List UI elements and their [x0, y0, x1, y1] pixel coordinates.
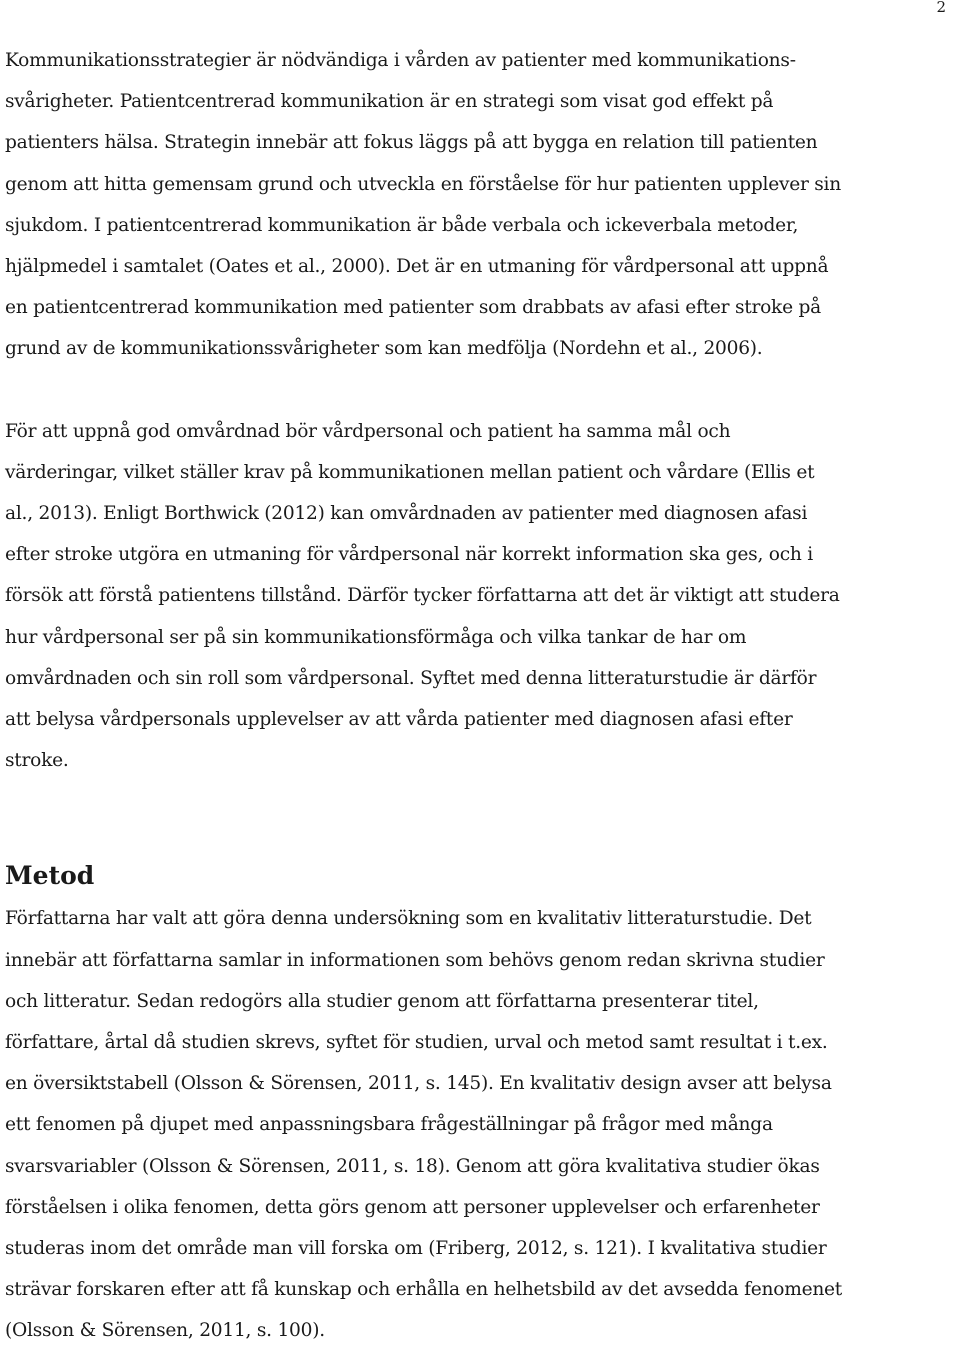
text-line: författare, årtal då studien skrevs, syftet för studien, urval och metod samt resultat i t.ex.	[5, 1032, 828, 1054]
text-line: studeras inom det område man vill forska om (Friberg, 2012, s. 121). I kvalitativa studier	[5, 1238, 827, 1260]
text-line: genom att hitta gemensam grund och utveckla en förståelse för hur patienten upplever sin	[5, 173, 841, 195]
text-line: (Olsson & Sörensen, 2011, s. 100).	[5, 1320, 325, 1342]
text-line: Författarna har valt att göra denna undersökning som en kvalitativ litteraturstudie. Det	[5, 908, 812, 930]
section-heading-metod: Metod	[5, 861, 95, 891]
text-line: svårigheter. Patientcentrerad kommunikation är en strategi som visat god effekt på	[5, 91, 774, 113]
text-line: att belysa vårdpersonals upplevelser av att vårda patienter med diagnosen afasi efter	[5, 709, 793, 731]
text-line: Kommunikationsstrategier är nödvändiga i vården av patienter med kommunikations-	[5, 50, 796, 71]
document-body	[5, 40, 957, 1352]
text-line: innebär att författarna samlar in informationen som behövs genom redan skrivna studier	[5, 949, 825, 971]
text-line: patienters hälsa. Strategin innebär att fokus läggs på att bygga en relation till patienten	[5, 132, 818, 154]
text-line: ett fenomen på djupet med anpassningsbara frågeställningar på frågor med många	[5, 1114, 773, 1136]
text-line: efter stroke utgöra en utmaning för vårdpersonal när korrekt information ska ges, och i	[5, 544, 813, 566]
text-line: hjälpmedel i samtalet (Oates et al., 2000). Det är en utmaning för vårdpersonal att uppnå	[5, 256, 829, 278]
text-line: hur vårdpersonal ser på sin kommunikationsförmåga och vilka tankar de har om	[5, 626, 747, 648]
page-number: 2	[936, 0, 946, 16]
text-line: förståelsen i olika fenomen, detta görs genom att personer upplevelser och erfarenheter	[5, 1196, 820, 1218]
text-line: en patientcentrerad kommunikation med patienter som drabbats av afasi efter stroke på	[5, 297, 821, 319]
text-line: och litteratur. Sedan redogörs alla studier genom att författarna presenterar titel,	[5, 990, 759, 1012]
text-line: svarsvariabler (Olsson & Sörensen, 2011, s. 18). Genom att göra kvalitativa studier ökas	[5, 1155, 820, 1177]
text-line: försök att förstå patientens tillstånd. Därför tycker författarna att det är viktigt att studera	[5, 585, 840, 607]
text-line: För att uppnå god omvårdnad bör vårdpersonal och patient ha samma mål och	[5, 420, 731, 442]
text-line: värderingar, vilket ställer krav på kommunikationen mellan patient och vårdare (Ellis et	[5, 461, 815, 483]
text-line: omvårdnaden och sin roll som vårdpersonal. Syftet med denna litteraturstudie är därför	[5, 667, 817, 689]
text-line: en översiktstabell (Olsson & Sörensen, 2011, s. 145). En kvalitativ design avser att belysa	[5, 1073, 832, 1095]
text-line: stroke.	[5, 750, 69, 772]
text-line: sjukdom. I patientcentrerad kommunikation är både verbala och ickeverbala metoder,	[5, 214, 799, 236]
text-line: grund av de kommunikationssvårigheter som kan medfölja (Nordehn et al., 2006).	[5, 338, 763, 360]
text-line: strävar forskaren efter att få kunskap och erhålla en helhetsbild av det avsedda fenomenet	[5, 1279, 843, 1301]
text-line: al., 2013). Enligt Borthwick (2012) kan omvårdnaden av patienter med diagnosen afasi	[5, 503, 808, 525]
paragraph-metod	[5, 898, 957, 1351]
paragraph-1	[5, 40, 957, 370]
paragraph-2	[5, 411, 957, 782]
